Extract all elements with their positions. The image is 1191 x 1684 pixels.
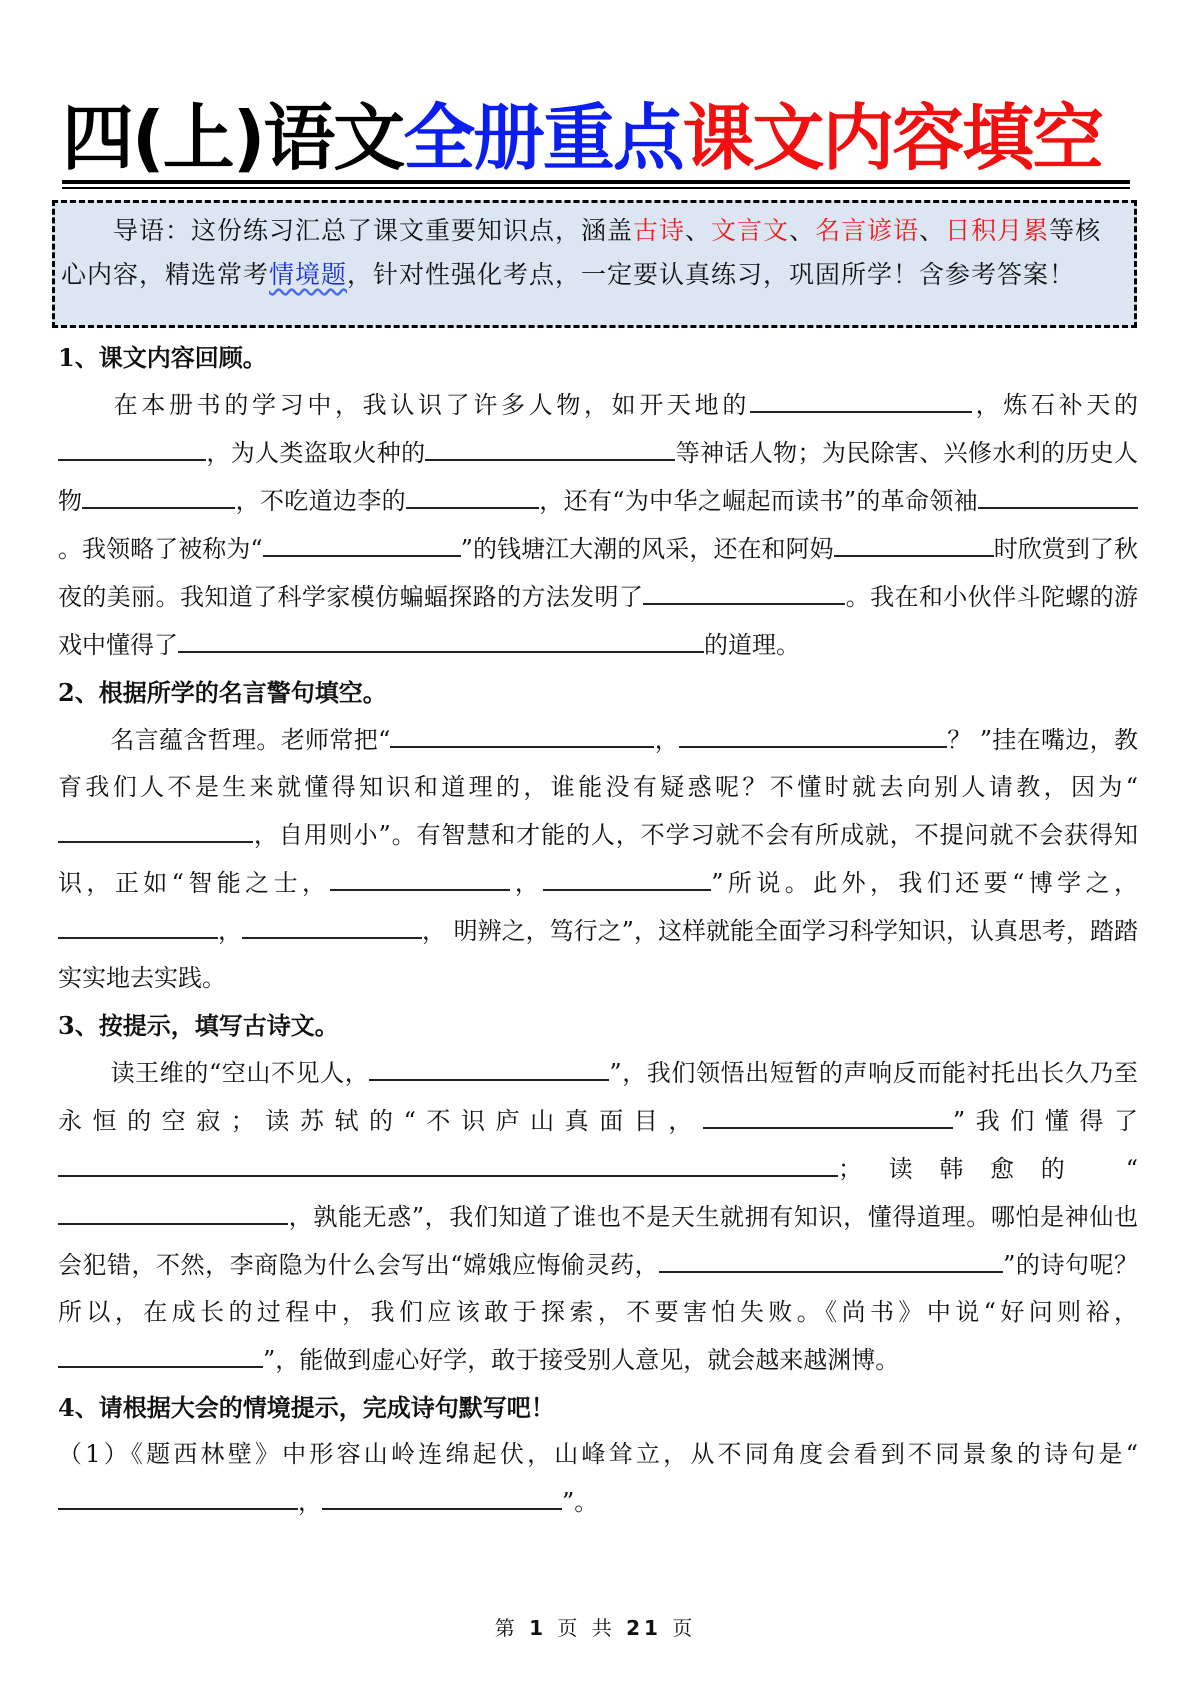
text-segment: ”我们懂得了: [952, 1107, 1138, 1135]
section-4-heading: 4、请根据大会的情境提示，完成诗句默写吧！: [58, 1393, 555, 1422]
text-segment: ， 明辨之，笃行之”，这样就能全面学习科学知识，认真思考，踏踏实实地去实践。: [58, 917, 1138, 992]
fill-blank[interactable]: [543, 859, 711, 891]
fill-blank[interactable]: [679, 716, 947, 748]
intro-mid: 等核心内容，精选常考: [61, 216, 1102, 289]
text-segment: 名言蕴含哲理。老师常把“: [110, 726, 391, 754]
page-number: 1: [529, 1616, 547, 1640]
fill-blank[interactable]: [750, 381, 972, 413]
fill-blank[interactable]: [834, 525, 994, 557]
document-title: [62, 98, 1130, 178]
fill-blank[interactable]: [390, 716, 654, 748]
intro-tag-quotes: 名言谚语: [815, 216, 920, 245]
section-2-heading: 2、根据所学的名言警句填空。: [58, 678, 387, 707]
fill-blank[interactable]: [58, 811, 253, 843]
intro-box: [52, 200, 1137, 328]
text-segment: ，: [510, 869, 544, 897]
text-segment: 在本册书的学习中，我认识了许多人物，如开天地的: [110, 391, 750, 419]
text-segment: ，炼石补天的: [972, 391, 1138, 419]
fill-blank[interactable]: [82, 477, 235, 509]
text-segment: ，自用则小”。有智慧和才能的人，不学习就不会有所成就，不提问就不会获得知识，正如“智能之士，: [58, 821, 1138, 897]
text-segment: 。我在和小伙伴斗陀螺的游戏中懂得了: [58, 583, 1139, 659]
text-segment: 的道理。: [704, 631, 800, 659]
fill-blank[interactable]: [58, 1145, 838, 1177]
text-segment: ，不吃道边李的: [235, 487, 406, 515]
text-segment: ”的钱塘江大潮的风采，还在和阿妈: [460, 535, 834, 563]
text-segment: ，: [654, 726, 680, 754]
text-segment: ，: [298, 1488, 322, 1516]
title-underline-thin: [62, 187, 1130, 189]
title-scope: 全册重点: [403, 96, 683, 180]
footer-suffix: 页: [672, 1616, 697, 1640]
text-segment: 等神话人物；为民除害、兴修水利的历史人物: [58, 439, 1139, 515]
intro-tag-poems: 古诗: [633, 216, 686, 245]
intro-separator: 、: [685, 216, 712, 245]
intro-tag-scenario[interactable]: 情境题: [269, 260, 348, 289]
section-1-paragraph: [58, 381, 1138, 669]
fill-blank[interactable]: [841, 1241, 1003, 1273]
section-3-heading: 3、按提示，填写古诗文。: [58, 1011, 339, 1040]
page-footer: [0, 1612, 1191, 1641]
fill-blank[interactable]: [263, 525, 461, 557]
fill-blank[interactable]: [330, 859, 510, 891]
text-segment: 读王维的“空山不见人，: [110, 1059, 370, 1087]
text-segment: ，还有“为中华之崛起而读书”的革命领袖: [538, 487, 978, 515]
text-segment: 。我领略了被称为“: [58, 535, 263, 563]
page-total: 21: [626, 1616, 662, 1640]
fill-blank[interactable]: [178, 621, 446, 653]
footer-middle: 页 共: [557, 1616, 616, 1640]
intro-tag-accumulation: 日积月累: [945, 216, 1050, 245]
fill-blank[interactable]: [425, 429, 675, 461]
title-topic: 课文内容填空: [682, 96, 1102, 180]
fill-blank[interactable]: [369, 1049, 609, 1081]
fill-blank[interactable]: [978, 477, 1138, 509]
section-1-heading: 1、课文内容回顾。: [58, 343, 267, 372]
intro-tag-classical: 文言文: [711, 216, 790, 245]
intro-separator: 、: [789, 216, 816, 245]
fill-blank[interactable]: [58, 1478, 298, 1510]
worksheet-content: [58, 334, 1138, 1526]
text-segment: ”，能做到虚心好学，敢于接受别人意见，就会越来越渊博。: [263, 1346, 900, 1374]
fill-blank[interactable]: [406, 477, 539, 509]
text-segment: ”。: [562, 1488, 599, 1516]
section-4-paragraph: [58, 1431, 1138, 1526]
intro-separator: 、: [919, 216, 946, 245]
text-segment: （1）《题西林壁》中形容山岭连绵起伏，山峰耸立，从不同角度会看到不同景象的诗句是“: [58, 1440, 1138, 1468]
text-segment: ？ ”挂在嘴边，教育我们人不是生来就懂得知识和道理的，谁能没有疑惑呢？不懂时就去向别人请教，因为“: [58, 726, 1139, 801]
text-segment: ”所说。此外，我们还要“博学之，: [711, 869, 1138, 897]
text-segment: ”，我们领悟出短暂的声响反而能衬托出长久乃至永恒的空寂；读苏轼的“不识庐山真面目，: [58, 1059, 1138, 1135]
fill-blank[interactable]: [58, 429, 206, 461]
footer-prefix: 第: [494, 1616, 519, 1640]
fill-blank[interactable]: [242, 907, 422, 939]
intro-tail: ，针对性强化考点，一定要认真练习，巩固所学！含参考答案！: [347, 260, 1076, 289]
title-grade: 四(上)语文: [62, 96, 404, 180]
fill-blank[interactable]: [58, 907, 218, 939]
text-segment: ，孰能无惑”，我们知道了谁也不是天生就拥有知识，懂得道理。哪怕是神仙也会犯错，不然，李商隐为什么会写出“嫦娥应悔偷灵药，: [58, 1203, 1138, 1279]
text-segment: ；读韩愈的 “: [838, 1155, 1138, 1183]
fill-blank[interactable]: [58, 1193, 288, 1225]
text-segment: ，: [218, 917, 243, 945]
fill-blank[interactable]: [446, 621, 704, 653]
title-underline-thick: [62, 180, 1130, 184]
section-3-paragraph: [58, 1049, 1138, 1384]
fill-blank[interactable]: [659, 1241, 841, 1273]
fill-blank[interactable]: [322, 1478, 562, 1510]
text-segment: 时欣赏到了秋夜的美丽。我知道了科学家模仿蝙蝠探路的方法发明了: [58, 535, 1138, 611]
fill-blank[interactable]: [703, 1097, 953, 1129]
fill-blank[interactable]: [58, 1336, 263, 1368]
fill-blank[interactable]: [643, 573, 845, 605]
text-segment: ”的诗句呢？所以，在成长的过程中，我们应该敢于探索，不要害怕失败。《尚书》中说“好问则裕，: [58, 1251, 1138, 1326]
text-segment: ，为人类盗取火种的: [206, 439, 426, 467]
intro-lead: 导语：这份练习汇总了课文重要知识点，涵盖: [113, 216, 634, 245]
section-2-paragraph: [58, 716, 1138, 1002]
